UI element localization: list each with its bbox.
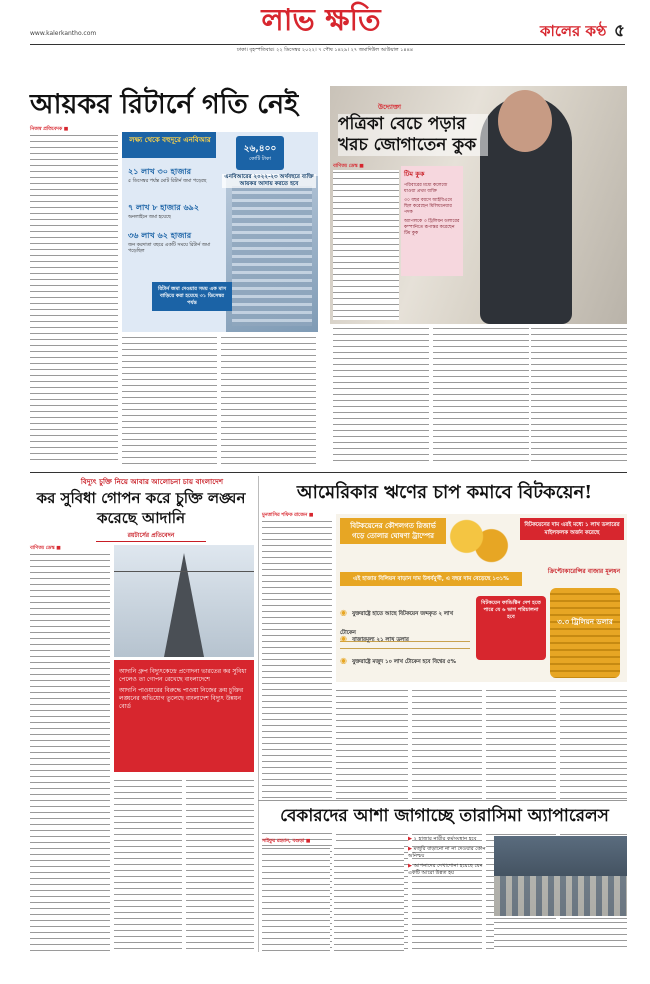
- factory-photo: [494, 836, 627, 916]
- cook-body-col-1: [333, 170, 399, 320]
- building-windows: [232, 186, 312, 326]
- adani-headline: কর সুবিধা গোপন করে চুক্তি লঙ্ঘন করেছে আদানি: [36, 489, 246, 527]
- bullet-item: আদানি গ্রুপ বিদ্যুৎকেন্দ্রে প্রণোদনা ভারতের কর সুবিধা পেলেও তা গোপন রেখেছে বাংলাদেশে: [119, 668, 247, 683]
- cook-body-col-3: [433, 326, 529, 466]
- stat-2: [340, 626, 470, 649]
- item-text: ৫ ডিসেম্বর পর্যন্ত মোট রিটার্ন জমা পড়েছে: [128, 179, 207, 184]
- cook-kicker: উদ্যোক্তা: [378, 103, 402, 111]
- item-text: অনলাইনে জমা হয়েছে: [128, 215, 171, 220]
- infographic-badge: [236, 136, 284, 170]
- bitcoin-icon: ◉: [340, 656, 347, 665]
- tax-infographic: [122, 132, 318, 332]
- badge-value: ২৬,৪০০: [243, 144, 277, 154]
- sidebar-item: ৩০ বছর বয়সে আইবিএমে ছিল করেছেন মিলিয়নেয়ার পদক: [404, 198, 452, 215]
- cook-body-col-4: [531, 326, 627, 466]
- cook-body-col-2: [333, 326, 429, 466]
- item-text: জন করদাতা বছরে একটি সময়ে রিটার্ন জমা পড়েছিল: [128, 243, 211, 254]
- tarasima-body-col-3: [494, 920, 627, 952]
- coin-stack: [448, 518, 510, 564]
- bullet-item: ▶ মজুরি বাড়ানো না না দেওয়ার কোন অনিশ্চয়: [408, 846, 486, 859]
- item-value: ৩৬ লাখ ৬২ হাজার: [128, 231, 192, 240]
- infographic-subhead: এনবিআরের ২০২২-২৩ অর্থবছরে ব্যক্তি আয়কর আদায় করতে হবে: [222, 174, 316, 188]
- cook-sidebar: [401, 166, 463, 276]
- infographic-item-1: [128, 166, 220, 185]
- tarasima-headline: বেকারদের আশা জাগাচ্ছে তারাসিমা অ্যাপারেলস: [280, 806, 609, 826]
- badge-unit: কোটি টাকা: [249, 156, 271, 162]
- tarasima-body-col-1: [262, 846, 330, 952]
- cook-byline: বাণিজ্য ডেস্ক ■: [333, 164, 364, 169]
- power-lines: [114, 571, 254, 572]
- column-divider: [258, 476, 259, 952]
- adani-body-col-2: [114, 778, 182, 952]
- coin-pile: [550, 588, 620, 678]
- dateline-rule: [30, 44, 625, 45]
- adani-tag: রয়টার্সের প্রতিবেদন: [96, 530, 206, 542]
- factory-workers: [494, 876, 627, 916]
- adani-body-col-1: [30, 552, 110, 952]
- pylon-photo: [114, 545, 254, 657]
- section-logo: লাভ ক্ষতি: [261, 3, 381, 38]
- bullet-item: ▶ আপনাদের দেখাশোনা হয়েছে যেন একটি আরো উন্নত হয়: [408, 863, 483, 876]
- sidebar-item: অ্যাপলকে ৩ ট্রিলিয়ন ডলারের কম্পানিতে রূপান্তর করেছেন টিম কুক: [404, 219, 460, 236]
- masthead: [0, 0, 650, 60]
- coin-box: বিটকয়েন ফান্ডিক্টিন দেশ হতে পারে যে ৬ ভাগ পরিচালনা হবে: [476, 596, 546, 660]
- bitcoin-byline: মুনতাসির শফিক রাজেন ■: [262, 513, 314, 518]
- price-box: বিটকয়েনের দাম এরই মধ্যে ১ লাখ ডলারের মাইলফলক অর্জন করেছে: [520, 518, 624, 540]
- tax-body-col-3: [221, 335, 316, 465]
- paper-name: কালের কণ্ঠ: [540, 22, 607, 40]
- stat-text: যুক্তরাষ্ট্রে মজুদ ১০ লাখ টোকেন হবে বিশ্বের ৫%: [352, 659, 456, 665]
- tax-headline: আয়কর রিটার্নে গতি নেই: [30, 89, 299, 120]
- adani-bullets: [114, 660, 254, 772]
- stat-3: [340, 648, 470, 667]
- tax-body-col-2: [122, 335, 217, 465]
- website-url[interactable]: www.kalerkantho.com: [30, 30, 97, 37]
- page-number: ৫: [614, 21, 626, 41]
- tax-byline: নিজস্ব প্রতিবেদক ■: [30, 127, 69, 132]
- box-title: বিটকয়েনের কৌশলগত রিজার্ভ গড়ে তোলার ঘোষণা ট্রাম্পের: [340, 518, 446, 544]
- tarasima-byline: সাইফুর রহমান, বগুড়া ■: [262, 839, 311, 844]
- dateline: ঢাকা। বৃহস্পতিবার। ২২ ডিসেম্বর ২০২২। ৭ পৌষ ১৪২৯। ২৭ জমাদিউল আউয়াল ১৪৪৪: [236, 47, 414, 53]
- bitcoin-graphic: [336, 514, 627, 682]
- box-subtitle: এই হাজার বিলিয়ন বাড়ান দাম উধর্বমুখী, এ বছর দাম বেড়েছে ১৩১%: [340, 572, 522, 586]
- stat-text: যুক্তরাষ্ট্রে হাতে আছে বিটকয়েন জব্দকৃত ২ লাখ টোকেন: [340, 611, 453, 636]
- rule-2: [258, 800, 627, 801]
- infographic-footnote: রিটার্ন জমা দেওয়ার সময় এক মাস বাড়িয়ে করা হয়েছে ৩১ ডিসেম্বর পর্যন্ত: [152, 282, 232, 311]
- cook-headline: পত্রিকা বেচে পড়ার খরচ জোগাতেন কুক: [338, 114, 488, 156]
- adani-body-col-3: [186, 778, 254, 952]
- tarasima-bullets: [408, 836, 490, 877]
- sidebar-item: পরিবারের মধ্যে কলেজে যাওয়া প্রথম ব্যক্তি: [404, 183, 448, 194]
- bitcoin-headline: আমেরিকার ঋণের চাপ কমাবে বিটকয়েন!: [296, 482, 593, 503]
- item-value: ২১ লাখ ৩০ হাজার: [128, 167, 192, 176]
- infographic-title: লক্ষ্য থেকে বহুদূরে এনবিআর: [129, 136, 211, 144]
- infographic-item-2: [128, 202, 220, 221]
- bullet-item: ▶ ২ হাজার নারীর কর্মসংস্থান হবে: [408, 836, 477, 842]
- sidebar-title: টিম কুক: [404, 170, 425, 178]
- tarasima-body-col-2: [334, 846, 404, 952]
- crypto-value: ৩.৩ ট্রিলিয়ন ডলার: [557, 618, 613, 626]
- pylon-tower: [164, 553, 204, 657]
- tax-body-col-1: [30, 133, 118, 465]
- bitcoin-icon: ◉: [340, 634, 347, 643]
- person-head: [498, 90, 552, 152]
- crypto-title: ক্রিপ্টোকারেন্সির বাজার মূলধন: [547, 568, 621, 575]
- infographic-item-3: [128, 230, 220, 255]
- item-value: ৭ লাখ ৮ হাজার ৬৯২: [128, 203, 200, 212]
- adani-byline: বাণিজ্য ডেস্ক ■: [30, 546, 61, 551]
- adani-kicker: বিদ্যুৎ চুক্তি নিয়ে আবার আলোচনা চায় বাংলাদেশ: [80, 477, 224, 486]
- rule-1: [30, 472, 627, 473]
- bitcoin-icon: ◉: [340, 608, 347, 617]
- bullet-item: আদানি পাওয়ারের বিরুদ্ধে পাওয়া নিজের ক্রয় চুক্তির লঙ্ঘনের অভিযোগ তুলেছে বাংলাদেশ বিদ্যুৎ উন্নয়ন বোর্ড: [119, 687, 244, 710]
- stat-text: বাজারমূল্য ২১ লাখ ডলার: [352, 637, 409, 643]
